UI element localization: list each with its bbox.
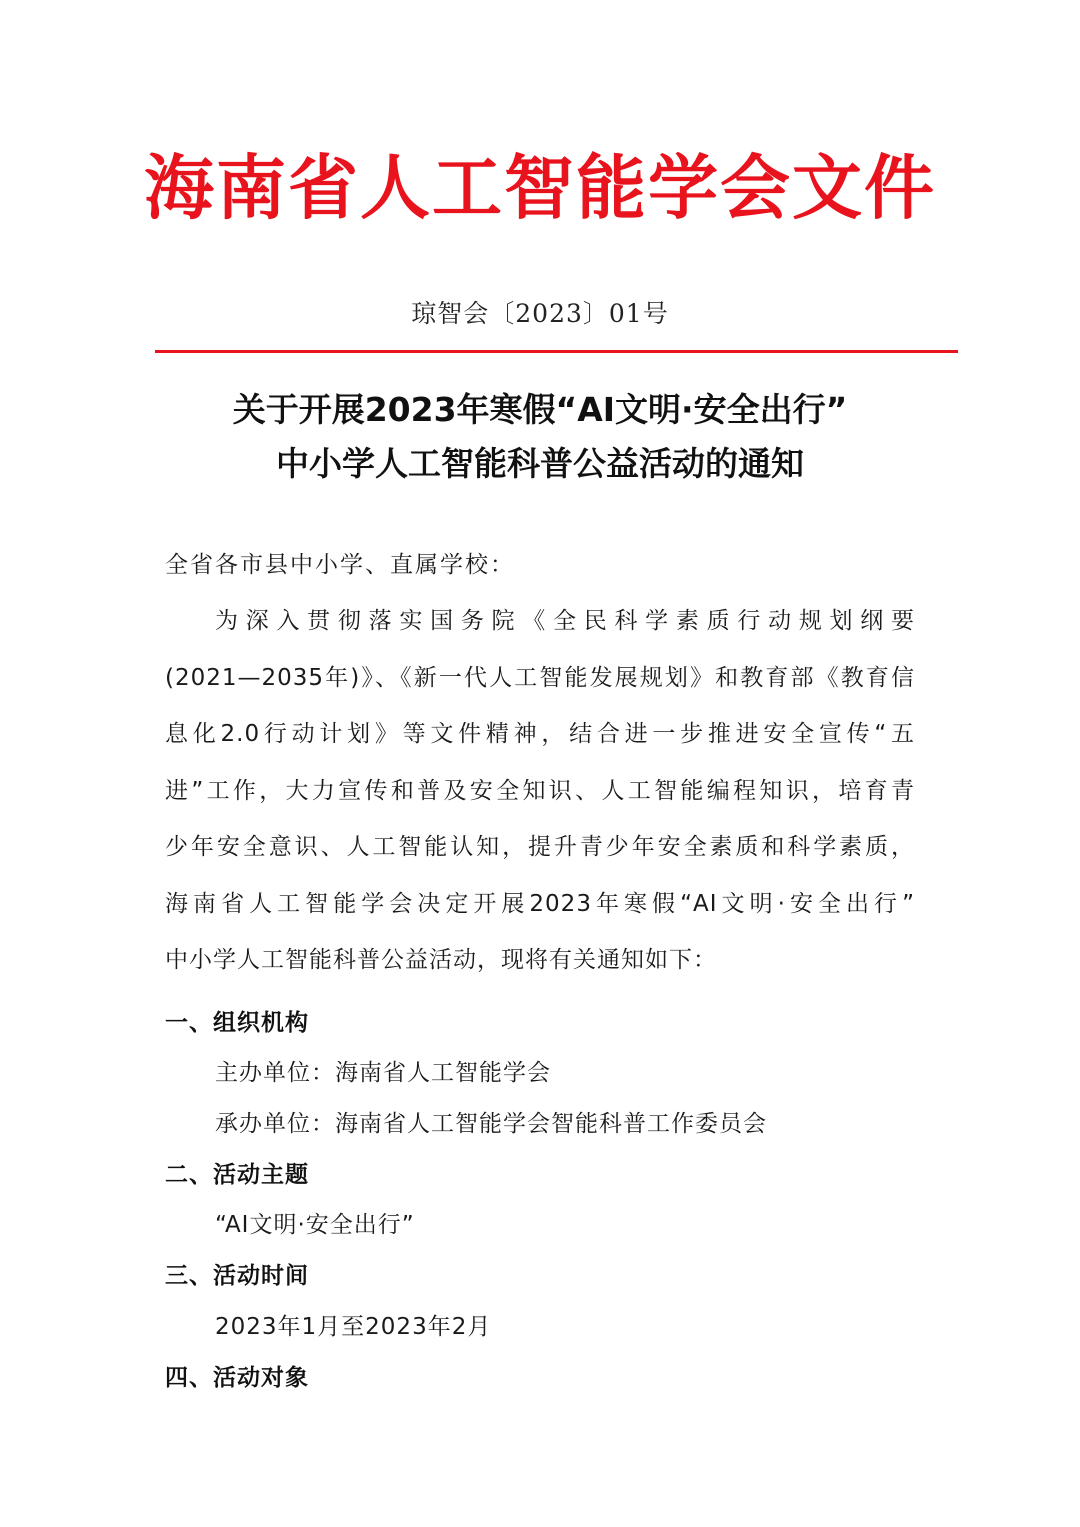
activity-time: 2023年1月至2023年2月 xyxy=(215,1314,492,1340)
intro-paragraph-line: 为深入贯彻落实国务院《全民科学素质行动规划纲要 xyxy=(215,608,915,634)
red-divider xyxy=(155,350,958,353)
activity-theme: “AI文明·安全出行” xyxy=(215,1212,415,1238)
intro-paragraph-line: 少年安全意识、人工智能认知，提升青少年安全素质和科学素质， xyxy=(165,834,915,860)
notice-title-line-1: 关于开展2023年寒假“AI文明·安全出行” xyxy=(232,390,848,429)
document-number: 琼智会〔2023〕01号 xyxy=(411,299,669,328)
notice-title-line-2: 中小学人工智能科普公益活动的通知 xyxy=(276,444,804,483)
organizer-host: 主办单位：海南省人工智能学会 xyxy=(215,1060,551,1086)
section-heading-organization: 一、组织机构 xyxy=(165,1010,309,1036)
intro-paragraph-line: 海南省人工智能学会决定开展2023年寒假“AI文明·安全出行” xyxy=(165,891,915,917)
intro-paragraph-line: 中小学人工智能科普公益活动，现将有关通知如下： xyxy=(165,947,717,973)
intro-paragraph-line: 进”工作，大力宣传和普及安全知识、人工智能编程知识，培育青 xyxy=(165,778,915,804)
organizer-undertaker: 承办单位：海南省人工智能学会智能科普工作委员会 xyxy=(215,1111,767,1137)
salutation: 全省各市县中小学、直属学校： xyxy=(165,552,515,578)
section-heading-audience: 四、活动对象 xyxy=(165,1365,309,1391)
section-heading-theme: 二、活动主题 xyxy=(165,1162,309,1188)
section-heading-time: 三、活动时间 xyxy=(165,1263,309,1289)
masthead-title: 海南省人工智能学会文件 xyxy=(144,146,936,229)
intro-paragraph-line: (2021—2035年)》、《新一代人工智能发展规划》和教育部《教育信 xyxy=(165,665,915,691)
intro-paragraph-line: 息化2.0行动计划》等文件精神，结合进一步推进安全宣传“五 xyxy=(165,721,915,747)
